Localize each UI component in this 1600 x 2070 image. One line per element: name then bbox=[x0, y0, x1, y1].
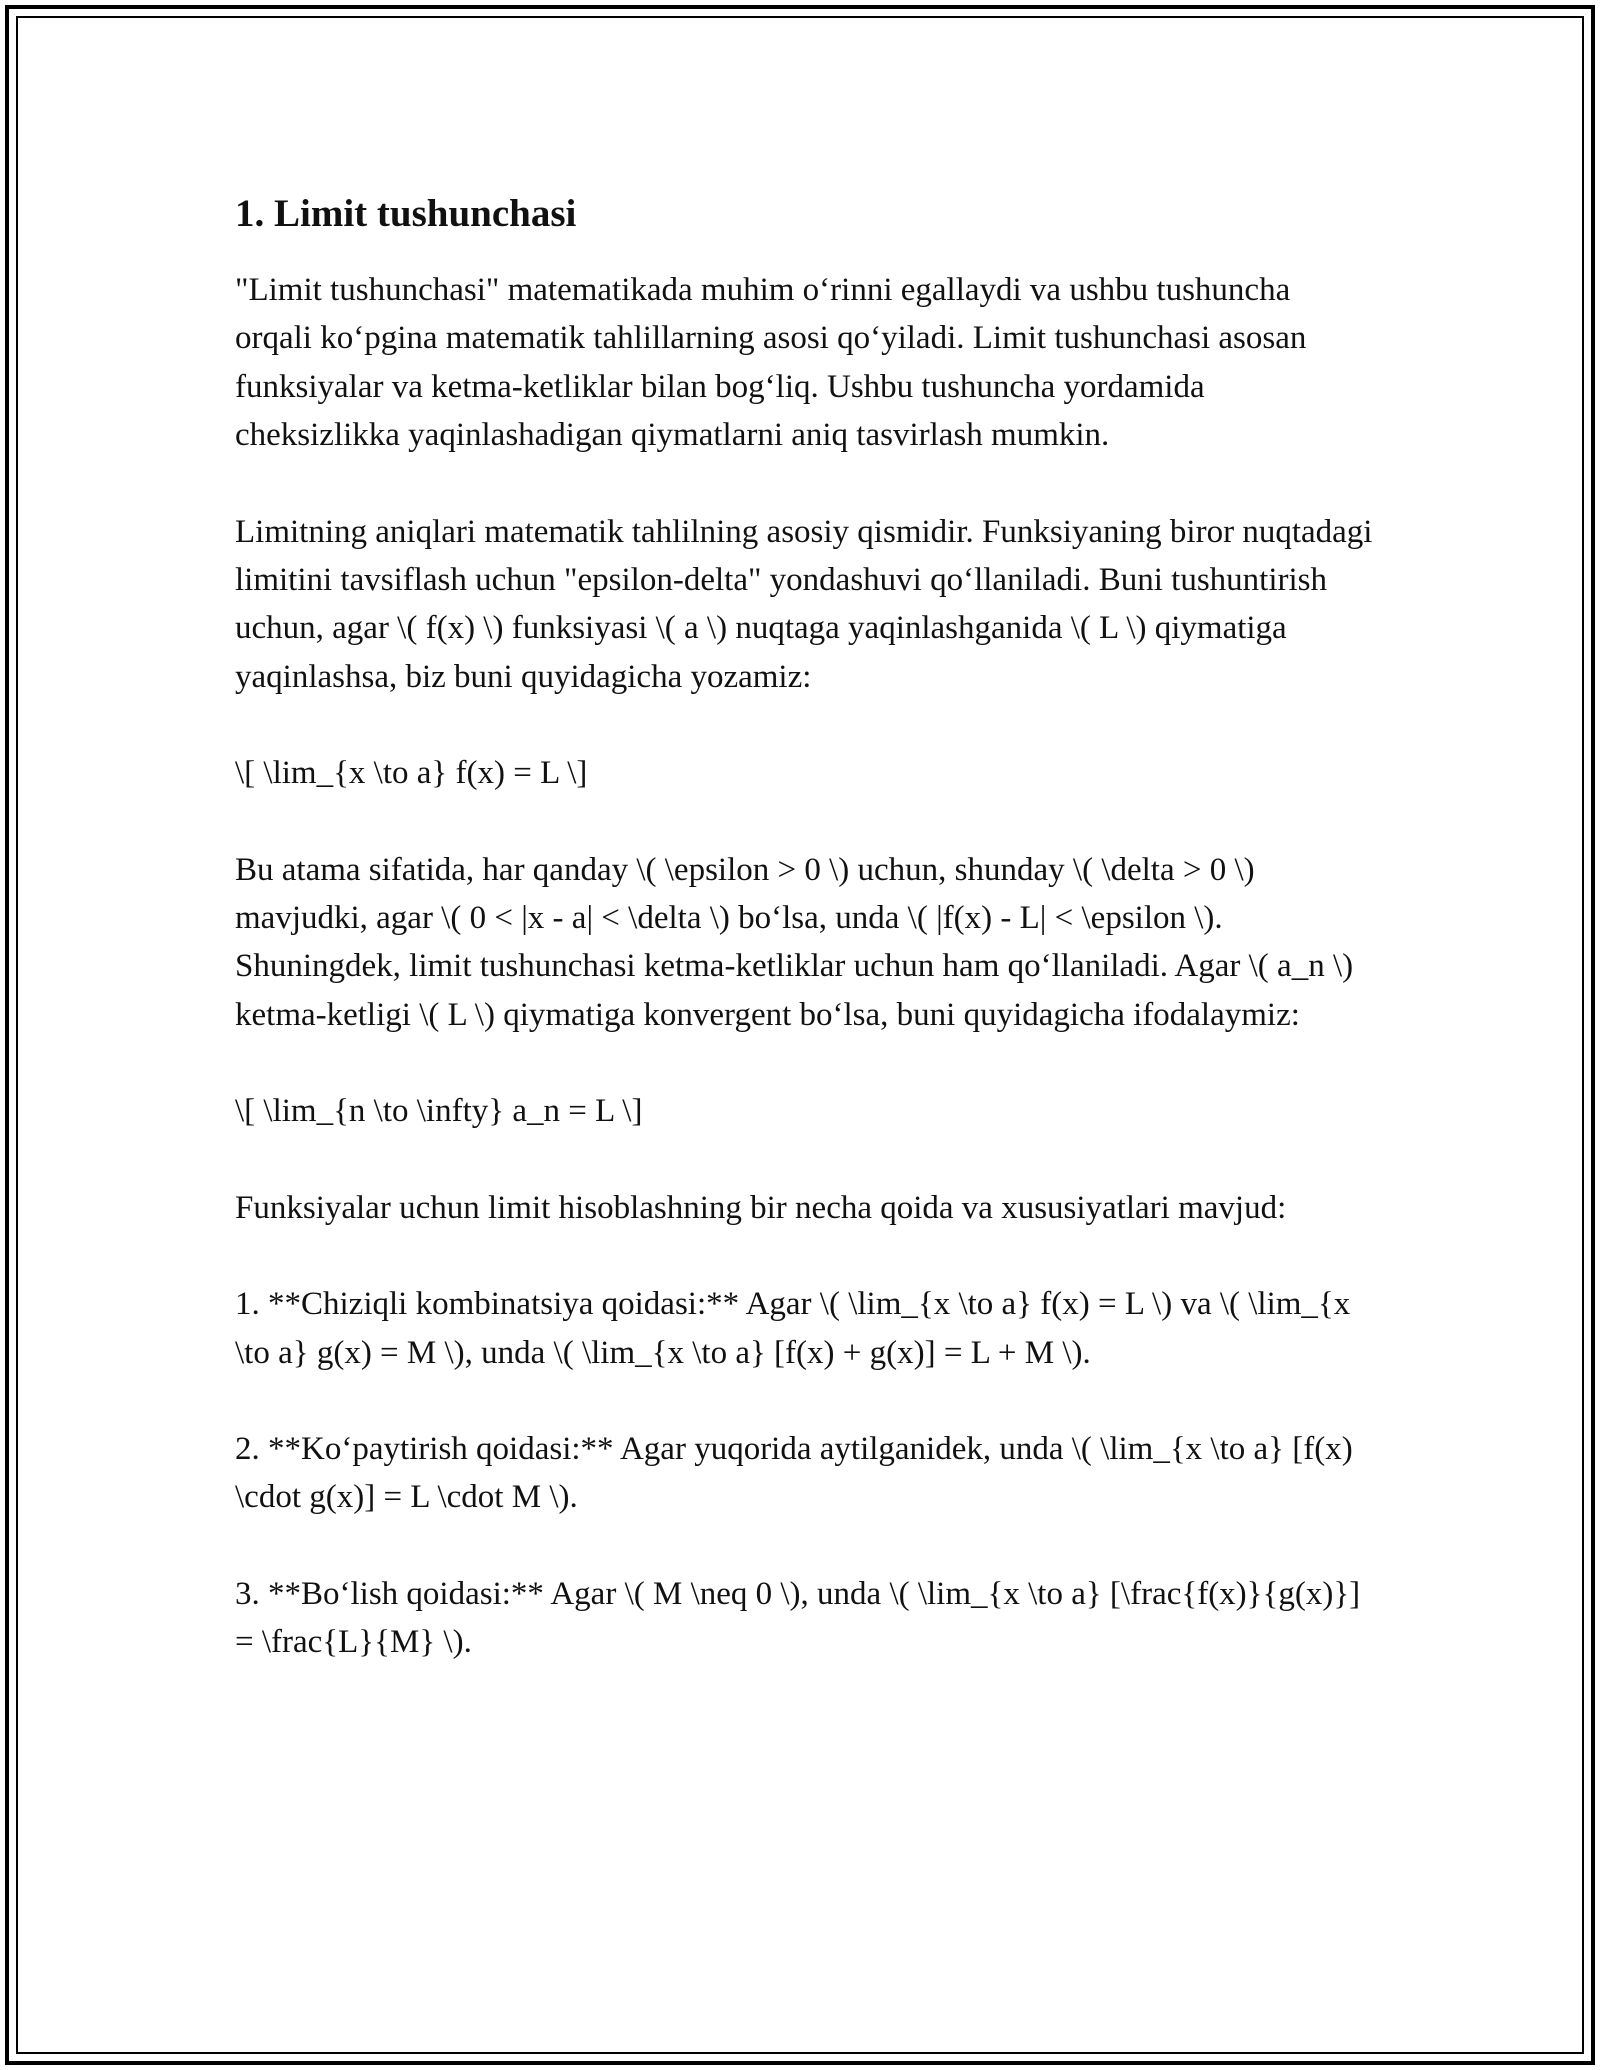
sequence-limit-formula: \[ \lim_{n \to \infty} a_n = L \] bbox=[235, 1093, 643, 1130]
intro-paragraph: "Limit tushunchasi" matematikada muhim o‘rinni egallaydi va ushbu tushuncha orqali ko‘pgina matematik tahlillarning asosi qo‘yiladi. Limit tushunchasi asosan funksiyalar va ketma-ketliklar bilan bog‘liq. Ushbu tushuncha yordamida cheksizlikka yaqinlashadigan qiymatlarni aniq tasvirlash mumkin. bbox=[235, 272, 1307, 454]
document-body bbox=[235, 188, 1375, 1715]
rules-intro-paragraph: Funksiyalar uchun limit hisoblashning bir necha qoida va xususiyatlari mavjud: bbox=[235, 1189, 1287, 1226]
rule-division: 3. **Bo‘lish qoidasi:** Agar \( M \neq 0 \), unda \( \lim_{x \to a} [\frac{f(x)}{g(x)}] = \frac{L}{M} \). bbox=[235, 1575, 1361, 1661]
rule-linear-combination: 1. **Chiziqli kombinatsiya qoidasi:** Agar \( \lim_{x \to a} f(x) = L \) va \( \lim_{x \to a} g(x) = M \), unda \( \lim_{x \to a} [f(x) + g(x)] = L + M \). bbox=[235, 1286, 1351, 1371]
limit-formula: \[ \lim_{x \to a} f(x) = L \] bbox=[235, 755, 588, 792]
rule-multiplication: 2. **Ko‘paytirish qoidasi:** Agar yuqorida aytilganidek, unda \( \lim_{x \to a} [f(x) \cdot g(x)] = L \cdot M \). bbox=[235, 1430, 1353, 1516]
section-heading: 1. Limit tushunchasi bbox=[235, 192, 577, 235]
definition-paragraph: Limitning aniqlari matematik tahlilning asosiy qismidir. Funksiyaning biror nuqtadagi limitini tavsiflash uchun "epsilon-delta" yondashuvi qo‘llaniladi. Buni tushuntirish uchun, agar \( f(x) \) funksiyasi \( a \) nuqtaga yaqinlashganida \( L \) qiymatiga yaqinlashsa, biz buni quyidagicha yozamiz: bbox=[235, 513, 1373, 695]
epsilon-delta-paragraph: Bu atama sifatida, har qanday \( \epsilon > 0 \) uchun, shunday \( \delta > 0 \) mavjudki, agar \( 0 < |x - a| < \delta \) bo‘lsa, unda \( |f(x) - L| < \epsilon \). Shuningdek, limit tushunchasi ketma-ketliklar uchun ham qo‘llaniladi. Agar \( a_n \) ketma-ketligi \( L \) qiymatiga konvergent bo‘lsa, buni quyidagicha ifodalaymiz: bbox=[235, 851, 1354, 1033]
